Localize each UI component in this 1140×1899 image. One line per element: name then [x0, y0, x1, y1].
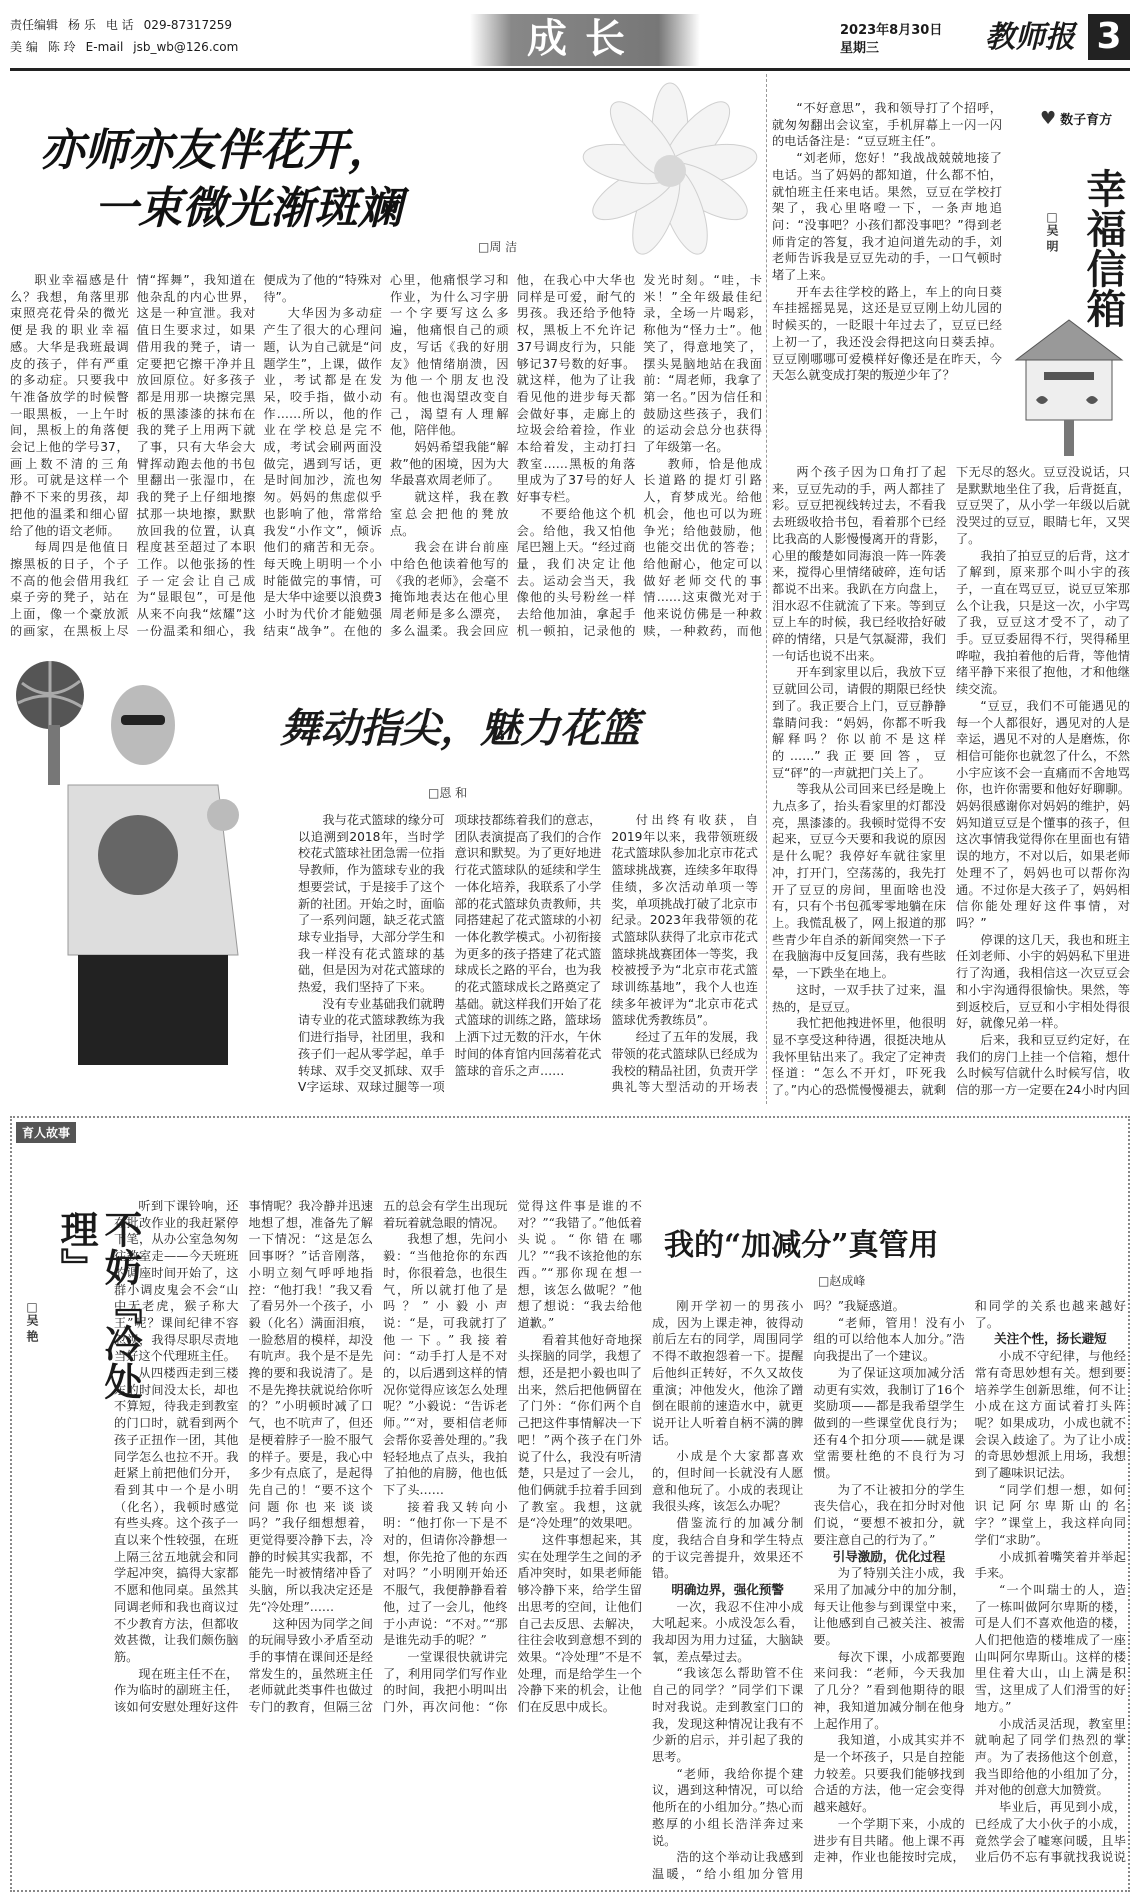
article5-s1p7: 为了不让被扣分的学生丧失信心，我在扣分时对他们说，“要想不被扣分，就要注意自己的行为了。”	[813, 1482, 965, 1547]
article3-p3: 开车去往学校的路上，车上的向日葵车挂摇摇晃晃，这还是豆豆刚上幼儿园的时候买的，一眨眼十年过去了，豆豆已经上初一了，我还没会得把这向日葵丢掉。豆豆刚哪哪可爱模样好像还是在昨天，今天怎么就变成打架的叛逆少年了？	[772, 284, 1002, 383]
column-divider	[766, 74, 768, 1104]
article4-title: 不妨『冷处理』	[54, 1210, 143, 1400]
article2-p1: 我与花式篮球的缘分可以追溯到2018年，当时学校花式篮球社团急需一位指导教师，作为篮球专业的我想要尝试，于是接手了这个新的社团。开始之时，面临了一系列问题，缺乏花式篮球专业指导，大部分学生和我一样没有花式篮球的基础，但是因为对花式篮球的热爱，我们坚持了下来。	[298, 813, 445, 995]
article2-p4: 经过了五年的发展，我带领的花式篮球队已经成为我校的精品社团，负责开学典礼等大型活动的开场表	[611, 1030, 758, 1095]
phone-number: 029-87317259	[143, 18, 232, 32]
article5-title: 我的“加减分”真管用	[664, 1228, 939, 1263]
article2-title: 舞动指尖，魅力花篮	[280, 705, 640, 752]
article4-p7: 一堂课很快就讲完了，利用同学们写作业的时间，我把小明叫出门外，再次问他：“你觉得这件事是谁的不对？”“我错了。”他低着头说。“你错在哪儿？”“我不该抢他的东西。”“那你现在想一想，该怎么做呢？”他想了想说：“我去给他道歉。”	[383, 1199, 642, 1715]
article1-title	[40, 122, 600, 238]
article3-p1: “不好意思”，我和领导打了个招呼，就匆匆翻出会议室，手机屏幕上一闪一闪的电话备注是：“豆豆班主任”。	[772, 101, 1002, 149]
editor-label: 责任编辑	[10, 18, 59, 32]
art-name: 陈 玲	[47, 40, 76, 54]
article3-p4: 两个孩子因为口角打了起来，豆豆先动的手，两人都挂了彩。豆豆把视线转过去，不看我去班级收拾书包，看着那个已经比我高的人影慢慢离开的背影，心里的酸楚如同海浪一阵一阵袭来，搅得心里情绪破碎，连句话都说不出来。我趴在方向盘上，泪水忍不住就流了下来。等到豆豆上车的时候，我已经收拾好破碎的情绪，只是气氛凝滞，我们一句话也说不出来。	[772, 465, 946, 663]
article5-s3p5: 小成活灵活现，教室里就响起了同学们热烈的掌声。为了表扬他这个创意，我当即给他的小组加了分，并对他的创意大加赞赏。	[974, 1716, 1126, 1798]
article5-subhead1: 明确边界，强化预警	[671, 1581, 784, 1597]
article1-p3: 大华因为多动症产生了很大的心理问题，认为自己就是“问题学生”，上课，做作业，考试都是在发呆，咬手指，做小动作……所以，他的作业在学校总是完不成，考试会刷两面没做完，遇到写话，更是时间加沙，流也匆匆。妈妈的焦虑似乎也影响了他，常常给我发“小作文”，倾诉他们的痛苦和无奈。每天晚上明明一个小时能做完的事情，可是大华中途要以浪费3小时为代价才能勉强结束“战争”。在他的心里，他痛恨学习和作业，为什么习字册一个字要写这么多遍，他痛恨自己的顽皮，写话《我的好朋友》他情绪崩溃，因为他一个朋友也没有。他也渴望改变自己，渴望有人理解他，陪伴他。	[263, 273, 509, 638]
article5-s1p5: “老师，管用！没有小组的可以给他本人加分。”浩向我提出了一个建议。	[813, 1315, 965, 1364]
article1-p1: 职业幸福感是什么？我想，角落里那束照亮花骨朵的微光便是我的职业幸福感。大华是我班最调皮的孩子，伴有严重的多动症。只要我中午准备放学的时候瞥一眼黑板，一上午时间，黑板上的角落便会记上他的学号37，画上数不清的三角形。可就是这样一个静不下来的男孩，却把他的温柔和细心留给了他的语文老师。	[10, 273, 129, 538]
heart-icon: ♥	[1040, 108, 1057, 129]
article5-s2p1: 为了特别关注小成，我采用了加减分中的加分制，每天让他参与到课堂中来，让他感到自己被关注、被需要。	[813, 1566, 965, 1648]
article5-subhead2: 引导激励，优化过程	[832, 1548, 946, 1564]
email-address: jsb_wb@126.com	[133, 40, 239, 54]
article4-p8: 看着其他好奇地探头探脑的同学，我想了想，还是把小毅也叫了出来，然后把他俩留在了门外：“你们两个自己把这件事情解决一下吧！”两个孩子在门外说了什么，我没有听清楚，只是过了一会儿，他们俩就手拉着手回到了教室。我想，这就是“冷处理”的效果吧。	[517, 1332, 642, 1531]
weekday-text: 星期三	[840, 41, 880, 56]
editor-name: 杨 乐	[68, 18, 96, 32]
column-title: 成长	[527, 15, 643, 62]
article1-byline: □周 洁	[478, 240, 518, 254]
article3-title: 幸福信箱	[1080, 168, 1127, 328]
mailbox-illustration	[1006, 310, 1132, 460]
article1-body	[10, 272, 762, 652]
article4-p5: 我想了想，先问小毅：“当他抢你的东西时，你很着急，也很生气，所以就打他了是吗？”小毅小声说：“是，可我就打了他一下。”我接着问：“动手打人是不对的，以后遇到这样的情况你觉得应该怎么处理呢？”小毅说：“告诉老师。”“对，要相信老师会帮你妥善处理的。”我轻轻地点了点头，我拍了拍他的肩膀，他也低下了头……	[383, 1232, 508, 1497]
article4-p3: 现在班主任不在，作为临时的副班主任，该如何安慰处理好这件事情呢？我冷静并迅速地想了想，准备先了解一下情况：“这是怎么回事呀？”话音刚落，小明立刻气呼呼地指控：“他打我！”我又看了看另外一个孩子，小毅（化名）满面泪痕，一脸愁眉的模样，却没有吭声。我个是不是先搀的要和我说清了。是不是先搀扶就说给你听的？”小明顿时减了口气，也不吭声了，但还是梗着脖子一脸不服气的样子。要是，我心中多少有点底了，是起得先自己的！“要不这个问题你也来谈谈吗？”我仔细想想着，更觉得要冷静下去，冷静的时候其实我都，不能先一时被情绪冲昏了头脑，所以我决定还是先“冷处理”……	[114, 1199, 373, 1715]
article5-s1p3: “老师，我给你提个建议，遇到这种情况，可以给他所在的小组加分。”热心而憨厚的小组长浩洋奔过来说。	[652, 1766, 804, 1848]
article3-p5: 开车到家里以后，我放下豆豆就回公司，请假的期限已经快到了。我正要合上门，豆豆静静靠睛问我：“妈妈，你都不听我解释吗？你以前不是这样的……”我正要回答，豆豆“砰”的一声就把门关上了。	[772, 665, 946, 780]
issue-date	[840, 22, 970, 58]
header-info	[10, 14, 310, 58]
article4-p4: 这种因为同学之间的玩闹导致小矛盾至动手的事情在课间还是经常发生的，虽然班主任老师就此类事件也做过专门的教育，但隔三岔五的总会有学生出现玩着玩着就急眼的情况。	[248, 1199, 508, 1715]
article3-p12: 后来，我和豆豆约定好，在我们的房门上挂一个信箱，想什么时候写信就什么时候写信，收信的那一方一定要在24小时内回	[956, 1032, 1130, 1098]
article3-p7: 这时，一双手扶了过来，温热的，是豆豆。	[772, 982, 946, 1014]
editor-row	[10, 14, 310, 36]
article5-s1p4: 浩的这个举动让我感到温暖，“给小组加分管用吗？”我疑惑道。	[652, 1299, 905, 1881]
article2-byline: □恩 和	[428, 786, 468, 800]
article5-s3p2: “同学们想一想，如何识记阿尔卑斯山的名字？”课堂上，我这样向同学们“求助”。	[974, 1482, 1126, 1547]
phone-label: 电 话	[105, 18, 134, 32]
article5-s2p3: 我知道，小成其实并不是一个坏孩子，只是自控能力较差。只要我们能够找到合适的方法，他一定会变得越来越好。	[813, 1733, 965, 1815]
article3-section-label: 数子育方	[1060, 113, 1113, 128]
article5-s1p6: 为了保证这项加减分活动更有实效，我制订了16个奖励项——都是我希望学生做到的一些课堂优良行为；还有4个扣分项——就是课堂需要杜绝的不良行为习惯。	[813, 1365, 965, 1481]
coach-photo	[8, 655, 280, 1095]
article3-p6: 等我从公司回来已经是晚上九点多了，抬头看家里的灯都没亮，黑漆漆的。我顿时觉得不安起来，豆豆今天要和我说的原因是什么呢？我停好车就往家里冲，打开门，空荡荡的，我先打开了豆豆的房间，里面啥也没有，只有个书包孤零零地躺在床上。我慌乱极了，网上报道的那些青少年自杀的新闻突然一下子在我脑海中反复回荡，我有些眩晕，一下跌坐在地上。	[772, 782, 946, 981]
article3-p8: 我忙把他拽进怀里，他很明显不享受这种待遇，很挺决地从我怀里钻出来了。我定了定神责怪道：“怎么不开灯，吓死我了。”内心的恐慌慢慢褪去，就剩下无尽的怒火。豆豆没说话，只是默默地坐住了我，后背挺直，豆豆哭了，从小学一年级以后就没哭过的豆豆，眼睛七年，又哭了。	[772, 465, 1130, 1098]
article5-intro1: 刚开学初一的男孩小成，因为上课走神，彼得动前后左右的同学，周围同学不得不敢抱怨着一下。提醒后他纠正转好，不久又故伎重演；冲他发火，他涂了蹭倒在眼前的速造水中，就更说开让人听着自柄不满的脾话。	[652, 1299, 804, 1447]
article3-body-top	[772, 100, 1002, 460]
article5-s2p2: 每次下课，小成都要跑来问我：“老师，今天我加了几分？”看到他期待的眼神，我知道加减分制在他身上起作用了。	[813, 1649, 965, 1731]
article5-byline: □赵成峰	[818, 1274, 866, 1288]
article5-s2p4: 一个学期下来，小成的进步有目共睹。他上课不再走神，作业也能按时完成，和同学的关系也越来越好了。	[813, 1299, 1126, 1865]
article1-p7: 不要给他这个机会。给他，我又怕他尾巴翘上天。“经过商量，我们决定让他去。运动会当天，我像他的头号粉丝一样去给他加油，拿起手机一顿拍，记录他的发光时刻。“哇，卡米！”全年级最佳纪录，全场一片喝彩，称他为“怪力士”。他笑了，得意地笑了，摆头晃脑地站在我面前：“周老师，我拿了第一名。”因为信任和鼓励这些孩子，我们的运动会总分也获得了年级第一名。	[516, 273, 762, 638]
flower-illustration	[560, 76, 780, 266]
article1-p6: 我会在讲台前座中给色他读着他写的《我的老师》，会毫不掩饰地表达在他心里周老师是多么漂亮，多么温柔。我会回应他，在我心中大华也同样是可爱，耐气的男孩。我还给予他特权，黑板上不允许记37号调皮行为，只能够记37号数的好事。就这样，他为了让我看见他的进步每天都会做好事，走廊上的垃圾会给着捡，作业本给着发，主动打扫教室……黑板的角落里成为了37号的好人好事专栏。	[389, 273, 636, 638]
article5-subhead3: 关注个性，扬长避短	[994, 1331, 1107, 1347]
article5-s3p1: 小成不守纪律，与他经常有奇思妙想有关。想到要培养学生创新思维，何不让小成在这方面试着打头阵呢？如果成功，小成也就不会误入歧途了。为了让小成的奇思妙想派上用场，我想到了趣味识记法。	[974, 1349, 1126, 1481]
article4-section-tag: 育人故事	[16, 1122, 76, 1143]
article1-p5: 就这样，我在教室总会把他的凳放点。	[389, 490, 509, 538]
article3-p9: 我拍了拍豆豆的后背，这才了解到，原来那个叫小宇的孩子，一直在骂豆豆，说豆豆笨那么个让我，只是这一次，小宇骂了我，豆豆这才受不了，动了手。豆豆委屈得不行，哭得稀里哗啦，我拍着他的后背，等他情绪平静下来很了抱他，才和他继续交流。	[956, 548, 1130, 697]
article5-s1p2: “我该怎么帮助管不住自己的同学？”同学们下课时对我说。走到教室门口的我，发现这种情况让我有不少新的启示，并引起了我的思考。	[652, 1666, 804, 1764]
article1-title-line1: 亦师亦友伴花开，	[40, 125, 392, 176]
page-number: 3	[1088, 14, 1130, 60]
header-rule	[10, 68, 1130, 71]
article5-s3p3: 小成抓着嘴笑着并举起手来。	[974, 1549, 1126, 1581]
article4-body	[22, 1198, 642, 1888]
article1-p8: 教师，恰是他成长道路的提灯引路人，育梦成光。给他机会，他也可以为班争光；给他鼓励，他也能交出优的答卷；给他耐心，他定可以做好老师交代的事情……这束微光对于他来说仿佛是一种救赎，一种救药，而他	[643, 456, 762, 638]
article5-intro2: 小成是个大家都喜欢的，但时间一长就没有人愿意和他玩了。小成的表现让我很头疼，该怎么办呢？	[652, 1449, 804, 1514]
article5-s3p4: “一个叫瑞士的人，造了一栋叫做阿尔卑斯的楼，可是人们不喜欢他造的楼，人们把他造的楼堆成了一座山叫阿尔卑斯山。这样的楼里住着大山，山上满是积雪，这里成了人们滑雪的好地方。”	[974, 1582, 1126, 1714]
article1-title-line2: 一束微光渐斑斓	[94, 183, 402, 234]
article4-p1: 听到下课铃响，还在批改作业的我赶紧停下笔，从办公室急匆匆往教室走——今天班班的调座时间开始了，这群小调皮鬼会不会“山中无老虎，猴子称大王”呢？课间纪律不容忽视，我得尽职尽责地当好这个代理班主任。	[114, 1199, 239, 1364]
article4-p9: 这件事想起来，其实在处理学生之间的矛盾冲突时，如果老师能够冷静下来，给学生留出思考的空间，让他们自己去反思、去解决，往往会收到意想不到的效果。“冷处理”不是不处理，而是给学生一个冷静下来的机会，让他们在反思中成长。	[517, 1533, 642, 1715]
article3-p2: “刘老师，您好！”我战战兢兢地接了电话。当了妈妈的都知道，什么都不怕，就怕班主任来电话。果然，豆豆在学校打架了，我心里咯噔一下，一条声地追问：“没事吧？小孩们都没事吧？”得到老师肯定的答复，我才迫问道先动的手，刘老师告诉我是豆豆先动的手，一口气顿时堵了上来。	[772, 151, 1002, 283]
article4-p2: 从四楼西走到三楼东的时间没太长，却也不算短，待我走到教室的门口时，就看到两个孩子正扭作一团，其他同学怎么也拉不开。我赶紧上前把他们分开，看到其中一个是小明（化名），我顿时感觉有些头疼。这个孩子一直以来个性较强，在班上隔三岔五地就会和同学起冲突，搞得大家都不愿和他同桌。虽然其同调老师和我也商议过不少教育方法，但都收效甚微，让我们颇伤脑筋。	[114, 1366, 239, 1664]
date-text: 2023年8月30日	[840, 23, 943, 38]
article5-intro3: 借鉴流行的加减分制度，我结合自身和学生特点的于议完善提升，效果还不错。	[652, 1516, 804, 1581]
article3-p11: 停课的这几天，我也和班主任刘老师、小宇的妈妈私下里进行了沟通，我相信这一次豆豆会和小宇沟通得很愉快。果然，等到返校后，豆豆和小宇相处得很好，就像兄弟一样。	[956, 932, 1130, 1031]
article1-p2: 每周四是他值日擦黑板的日子，个子不高的他会借用我红桌子旁的凳子，站在上面，像一个豪放派的画家，在黑板上尽情“挥舞”，我知道在他杂乱的内心世界，这是一种宣泄。我对值日生要求过，如果借用我的凳子，请一定要把它擦干净并且放回原位。好多孩子都是用那一块擦完黑板的黑漆漆的抹布在我的凳子上用两下就了事，只有大华会大臂挥动跑去他的书包里翻出一张湿巾，在我的凳子上仔细地擦拭那一块地擦，默默放回我的位置，认真程度甚至超过了本职工作。以他张扬的性子一定会让自己成为“显眼包”，可是他从来不向我“炫耀”这一份温柔和细心，我便成为了他的“特殊对待”。	[10, 273, 382, 638]
article2-p3: 付出终有收获，自2019年以来，我带领班级花式篮球队参加北京市花式篮球挑战赛，连续多年取得佳绩，多次活动单项一等奖，单项挑战打破了北京市纪录。2023年我带领的花式篮球队获得了北京市花式篮球挑战赛团体一等奖，我校被授予为“北京市花式篮球训练基地”，我个人也连续多年被评为“北京市花式篮球优秀教练员”。	[611, 813, 758, 1028]
article5-s1p1: 一次，我忍不住冲小成大吼起来。小成没怎么看，我却因为用力过猛，大脑缺氧，差点晕过去。	[652, 1599, 804, 1664]
article3-section	[1040, 108, 1112, 129]
article3-body-bottom	[772, 464, 1130, 1104]
article1-p4: 妈妈希望我能“解救”他的困境，因为大华最喜欢周老师了。	[389, 440, 509, 488]
masthead-logo: 教师报	[985, 20, 1075, 55]
art-label: 美 编	[10, 40, 38, 54]
article4-p6: 接着我又转向小明：“他打你一下是不对的，但请你冷静想一想，你先抢了他的东西对吗？”小明刚开始还不服气，我便静静看着他，过了一会儿，他终于小声说：“不对。”“那是谁先动手的呢？”	[383, 1499, 508, 1648]
article5-body	[652, 1298, 1126, 1888]
art-row	[10, 36, 310, 58]
article4-byline: □吴 艳	[25, 1300, 39, 1343]
email-label: E-mail	[85, 40, 124, 54]
article5-s3p6: 毕业后，再见到小成，已经成了大小伙子的小成，竟然学会了嘘寒问暖，且毕业后仍不忘有事就找我说说	[974, 1800, 1126, 1865]
article3-byline: □吴 明	[1045, 210, 1059, 253]
article3-p10: “豆豆，我们不可能遇见的每一个人都很好，遇见对的人是幸运，遇见不对的人是磨炼，你相信可能你也就忽了什么，不然小宇应该不会一直痛而不舍地骂你，也许你需要和他好好聊聊。妈妈很感谢你对妈妈的维护，妈妈知道豆豆是个懂事的孩子，但这次事情我觉得你在里面也有错误的地方，不对以后，如果老师处理不了，妈妈也可以帮你沟通。不过你是大孩子了，妈妈相信你能处理好这件事情，对吗？”	[956, 698, 1130, 930]
article2-p2: 没有专业基础我们就聘请专业的花式篮球教练为我们进行指导，社团里，我和孩子们一起从零学起，单手转球、双手交叉抓球、双手V字运球、双球过腿等一项项球技都练着我们的意志，团队表演提高了我们的合作意识和默契。为了更好地进行花式篮球队的延续和学生一体化培养，我联系了小学部的花式篮球负责教师，共同搭建起了花式篮球的小初一体化教学模式。小初衔接为更多的孩子搭建了花式篮球成长之路的平台，也为我的花式篮球成长之路奠定了基础。就这样我们开始了花式篮球的训练之路，篮球场上洒下过无数的汗水，午休时间的体育馆内回荡着花式篮球的音乐之声……	[298, 813, 602, 1095]
article2-body	[298, 812, 758, 1102]
